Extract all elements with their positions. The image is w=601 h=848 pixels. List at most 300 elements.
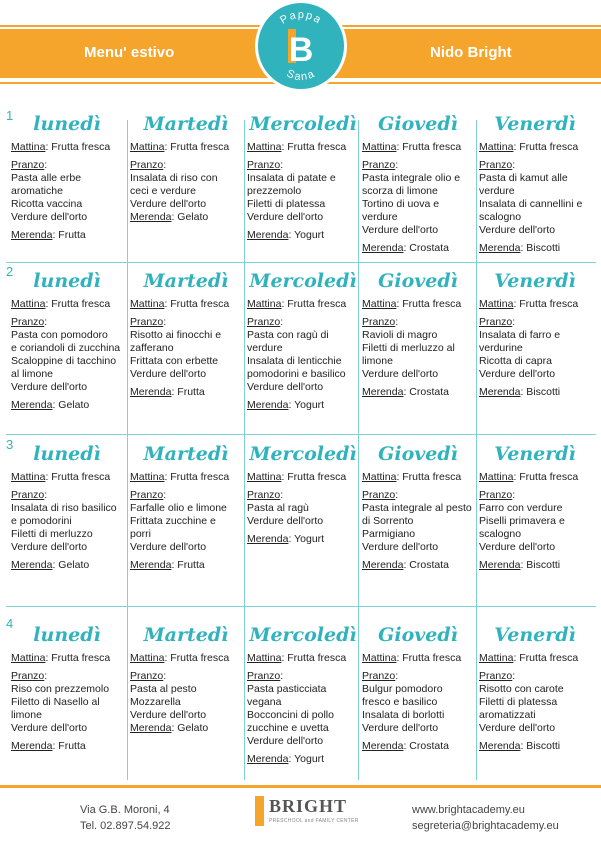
pranzo-item: scalogno — [479, 528, 522, 540]
pranzo-item: Filetto di Nasello al — [11, 696, 100, 708]
mattina-value: : Frutta fresca — [513, 652, 579, 664]
mattina-row — [11, 298, 123, 311]
day-label: Martedì — [143, 270, 229, 292]
pranzo-item: Verdure dell'orto — [11, 211, 88, 223]
menu-cell-week1-martedi — [130, 110, 242, 224]
pranzo-row: Pranzo: — [362, 316, 399, 328]
pranzo-item: Verdure dell'orto — [362, 722, 439, 734]
merenda-label: Merenda — [130, 722, 172, 734]
day-label: lunedì — [33, 443, 101, 465]
pranzo-item: zafferano — [130, 342, 174, 354]
merenda-value: : Frutta — [52, 229, 86, 241]
day-label: Mercoledì — [249, 113, 357, 135]
merenda-row — [130, 559, 242, 572]
pranzo-row: Pranzo: — [362, 670, 399, 682]
mattina-row — [247, 141, 359, 154]
pranzo-item: Verdure dell'orto — [247, 735, 324, 747]
menu-cell-week3-lunedi — [11, 440, 123, 572]
merenda-value: : Gelato — [171, 211, 209, 223]
pranzo-row: Pranzo: — [130, 489, 167, 501]
merenda-value: : Biscotti — [520, 242, 561, 254]
pranzo-label: Pranzo — [479, 670, 513, 682]
mattina-value: : Frutta fresca — [396, 652, 462, 664]
mattina-label: Mattina — [362, 141, 397, 153]
mattina-label: Mattina — [479, 471, 514, 483]
pranzo-item: Pasta di kamut alle — [479, 172, 568, 184]
bright-flag-icon — [255, 796, 264, 826]
mattina-value: : Frutta fresca — [45, 141, 111, 153]
pranzo-item: Verdure dell'orto — [247, 515, 324, 527]
pranzo-label: Pranzo — [362, 159, 396, 171]
merenda-label: Merenda — [247, 399, 289, 411]
pranzo-item: Riso con prezzemolo — [11, 683, 110, 695]
menu-cell-week4-giovedi — [362, 621, 474, 753]
menu-cell-week3-mercoledi — [247, 440, 359, 546]
merenda-label: Merenda — [130, 386, 172, 398]
pranzo-item: Verdure dell'orto — [130, 368, 207, 380]
mattina-row — [362, 141, 474, 154]
pranzo-row: Pranzo: — [479, 670, 516, 682]
pranzo-item: Filetti di merluzzo — [11, 528, 93, 540]
mattina-label: Mattina — [130, 652, 165, 664]
pranzo-item: Verdure dell'orto — [247, 381, 324, 393]
pranzo-item: limone — [362, 355, 393, 367]
merenda-value: : Frutta — [171, 386, 205, 398]
merenda-row — [362, 740, 474, 753]
pranzo-item: Verdure dell'orto — [130, 198, 207, 210]
pranzo-item: Insalata di riso basilico — [11, 502, 117, 514]
pranzo-label: Pranzo — [247, 159, 281, 171]
menu-title: Menu' estivo — [84, 44, 175, 61]
pranzo-label: Pranzo — [11, 489, 45, 501]
merenda-value: : Crostata — [403, 242, 449, 254]
mattina-label: Mattina — [11, 652, 46, 664]
menu-cell-week4-martedi — [130, 621, 242, 735]
bright-logo-subtitle: PRESCHOOL and FAMILY CENTER — [269, 818, 359, 824]
pranzo-label: Pranzo — [11, 316, 45, 328]
merenda-label: Merenda — [362, 559, 404, 571]
pranzo-item: Filetti di platessa — [247, 198, 326, 210]
pranzo-item: Filetti di merluzzo al — [362, 342, 455, 354]
pranzo-item: verdure — [479, 185, 515, 197]
pranzo-item: Verdure dell'orto — [11, 381, 88, 393]
week-number: 2 — [6, 264, 14, 279]
pranzo-label: Pranzo — [479, 316, 513, 328]
pranzo-label: Pranzo — [479, 159, 513, 171]
pranzo-item: Risotto con carote — [479, 683, 564, 695]
grid-vline — [127, 120, 128, 780]
mattina-row — [130, 298, 242, 311]
mattina-row — [247, 652, 359, 665]
mattina-value: : Frutta fresca — [164, 652, 230, 664]
mattina-row — [130, 141, 242, 154]
merenda-row — [130, 722, 242, 735]
mattina-label: Mattina — [362, 652, 397, 664]
mattina-row — [11, 652, 123, 665]
pranzo-item: aromatizzati — [479, 709, 536, 721]
pranzo-item: Insalata di patate e — [247, 172, 336, 184]
mattina-row — [479, 141, 591, 154]
merenda-value: : Yogurt — [288, 753, 325, 765]
mattina-value: : Frutta fresca — [281, 652, 347, 664]
merenda-value: : Biscotti — [520, 559, 561, 571]
pranzo-item: Piselli primavera e — [479, 515, 565, 527]
pranzo-item: Verdure dell'orto — [130, 709, 207, 721]
pranzo-row: Pranzo: — [11, 670, 48, 682]
merenda-row — [130, 211, 242, 224]
merenda-label: Merenda — [11, 399, 53, 411]
day-label: Mercoledì — [249, 624, 357, 646]
merenda-row — [362, 559, 474, 572]
footer-contact-right — [412, 802, 559, 834]
merenda-value: : Yogurt — [288, 229, 325, 241]
day-label: Martedì — [143, 113, 229, 135]
bright-logo-word: BRIGHT — [269, 796, 348, 816]
pranzo-item: pomodorini e basilico — [247, 368, 346, 380]
mattina-row — [479, 298, 591, 311]
grid-hline — [6, 606, 596, 607]
pranzo-item: Pasta alle erbe — [11, 172, 82, 184]
day-label: Giovedì — [378, 270, 458, 292]
merenda-value: : Biscotti — [520, 386, 561, 398]
mattina-value: : Frutta fresca — [281, 141, 347, 153]
grid-hline — [6, 434, 596, 435]
mattina-row — [130, 652, 242, 665]
day-label: Giovedì — [378, 624, 458, 646]
pranzo-item: Insalata di riso con — [130, 172, 218, 184]
mattina-row — [362, 471, 474, 484]
pranzo-item: Pasta pasticciata — [247, 683, 327, 695]
mattina-label: Mattina — [130, 141, 165, 153]
menu-cell-week1-giovedi — [362, 110, 474, 255]
week-number: 1 — [6, 108, 14, 123]
pranzo-item: prezzemolo — [247, 185, 302, 197]
pranzo-label: Pranzo — [362, 316, 396, 328]
menu-cell-week4-mercoledi — [247, 621, 359, 766]
footer-contact-left — [80, 802, 171, 834]
merenda-label: Merenda — [247, 229, 289, 241]
pranzo-item: Pasta integrale olio e — [362, 172, 461, 184]
day-label: Mercoledì — [249, 443, 357, 465]
menu-cell-week3-martedi — [130, 440, 242, 572]
bright-logo — [255, 796, 365, 840]
merenda-label: Merenda — [11, 740, 53, 752]
merenda-row — [247, 753, 359, 766]
merenda-value: : Crostata — [403, 559, 449, 571]
mattina-row — [130, 471, 242, 484]
menu-cell-week2-lunedi — [11, 267, 123, 412]
pranzo-item: e coriandoli di zucchina — [11, 342, 121, 354]
mattina-label: Mattina — [11, 298, 46, 310]
pranzo-item: Verdure dell'orto — [362, 541, 439, 553]
pranzo-item: Insalata di farro e — [479, 329, 561, 341]
menu-cell-week2-giovedi — [362, 267, 474, 399]
pranzo-item: di Sorrento — [362, 515, 414, 527]
mattina-value: : Frutta fresca — [164, 141, 230, 153]
mattina-value: : Frutta fresca — [513, 471, 579, 483]
pranzo-row: Pranzo: — [247, 670, 284, 682]
pranzo-row: Pranzo: — [247, 159, 284, 171]
pranzo-item: Verdure dell'orto — [479, 722, 556, 734]
merenda-row — [362, 386, 474, 399]
mattina-value: : Frutta fresca — [396, 471, 462, 483]
mattina-row — [479, 652, 591, 665]
pranzo-row: Pranzo: — [479, 489, 516, 501]
merenda-value: : Biscotti — [520, 740, 561, 752]
menu-cell-week2-martedi — [130, 267, 242, 399]
pranzo-item: Scaloppine di tacchino — [11, 355, 117, 367]
menu-cell-week4-venerdi — [479, 621, 591, 753]
pappa-sana-logo-graphic — [258, 3, 344, 89]
menu-cell-week1-venerdi — [479, 110, 591, 255]
pranzo-label: Pranzo — [130, 489, 164, 501]
mattina-label: Mattina — [247, 471, 282, 483]
merenda-label: Merenda — [362, 740, 404, 752]
pranzo-row: Pranzo: — [11, 316, 48, 328]
mattina-value: : Frutta fresca — [281, 471, 347, 483]
svg-text:Sana — [285, 68, 318, 84]
pranzo-item: Verdure dell'orto — [479, 224, 556, 236]
day-label: Martedì — [143, 443, 229, 465]
merenda-label: Merenda — [11, 229, 53, 241]
day-label: Mercoledì — [249, 270, 357, 292]
pranzo-row: Pranzo: — [11, 489, 48, 501]
pranzo-label: Pranzo — [362, 489, 396, 501]
menu-cell-week2-venerdi — [479, 267, 591, 399]
pranzo-item: al limone — [11, 368, 54, 380]
grid-vline — [244, 120, 245, 780]
day-label: Venerdì — [494, 624, 576, 646]
pranzo-row: Pranzo: — [130, 670, 167, 682]
pranzo-item: Verdure dell'orto — [479, 368, 556, 380]
mattina-value: : Frutta fresca — [396, 141, 462, 153]
merenda-value: : Gelato — [52, 399, 90, 411]
pranzo-item: porri — [130, 528, 152, 540]
pranzo-item: scalogno — [479, 211, 522, 223]
mattina-label: Mattina — [479, 298, 514, 310]
pranzo-row: Pranzo: — [362, 159, 399, 171]
mattina-label: Mattina — [362, 298, 397, 310]
mattina-label: Mattina — [247, 652, 282, 664]
merenda-label: Merenda — [362, 386, 404, 398]
pranzo-item: Verdure dell'orto — [479, 541, 556, 553]
week-number: 4 — [6, 616, 14, 631]
pranzo-item: Pasta con ragù di — [247, 329, 329, 341]
pranzo-item: Filetti di platessa — [479, 696, 558, 708]
merenda-row — [479, 559, 591, 572]
menu-cell-week4-lunedi — [11, 621, 123, 753]
pranzo-label: Pranzo — [247, 316, 281, 328]
merenda-label: Merenda — [130, 211, 172, 223]
merenda-row — [247, 533, 359, 546]
merenda-label: Merenda — [11, 559, 53, 571]
pranzo-item: Insalata di borlotti — [362, 709, 445, 721]
merenda-label: Merenda — [479, 242, 521, 254]
pranzo-item: Verdure dell'orto — [11, 722, 88, 734]
day-label: Martedì — [143, 624, 229, 646]
merenda-row — [11, 399, 123, 412]
mattina-label: Mattina — [130, 471, 165, 483]
logo-bottom-text: Sana — [284, 67, 318, 84]
mattina-label: Mattina — [362, 471, 397, 483]
day-label: Giovedì — [378, 113, 458, 135]
pranzo-item: Bocconcini di pollo — [247, 709, 334, 721]
pranzo-item: Pasta integrale al pesto — [362, 502, 472, 514]
pranzo-item: Bulgur pomodoro — [362, 683, 443, 695]
mattina-label: Mattina — [11, 141, 46, 153]
mattina-row — [362, 298, 474, 311]
day-label: lunedì — [33, 270, 101, 292]
mattina-value: : Frutta fresca — [45, 471, 111, 483]
pranzo-item: Farro con verdure — [479, 502, 563, 514]
mattina-value: : Frutta fresca — [513, 298, 579, 310]
pranzo-label: Pranzo — [130, 316, 164, 328]
merenda-label: Merenda — [247, 533, 289, 545]
pranzo-row: Pranzo: — [130, 159, 167, 171]
merenda-value: : Yogurt — [288, 399, 325, 411]
pranzo-row: Pranzo: — [247, 489, 284, 501]
pranzo-label: Pranzo — [11, 159, 45, 171]
pranzo-item: Pasta con pomodoro — [11, 329, 108, 341]
mattina-row — [247, 471, 359, 484]
pranzo-label: Pranzo — [247, 489, 281, 501]
pranzo-item: vegana — [247, 696, 282, 708]
mattina-label: Mattina — [11, 471, 46, 483]
merenda-row — [11, 740, 123, 753]
pranzo-item: Ricotta vaccina — [11, 198, 83, 210]
logo-top-text: Pappa — [278, 8, 325, 27]
grid-hline — [6, 262, 596, 263]
pranzo-item: limone — [11, 709, 42, 721]
merenda-row — [11, 229, 123, 242]
pranzo-item: Pasta al ragù — [247, 502, 309, 514]
pranzo-item: Mozzarella — [130, 696, 181, 708]
menu-cell-week2-mercoledi — [247, 267, 359, 412]
mattina-row — [362, 652, 474, 665]
pranzo-item: Insalata di lenticchie — [247, 355, 342, 367]
pranzo-label: Pranzo — [130, 670, 164, 682]
day-label: Venerdì — [494, 270, 576, 292]
pranzo-item: Verdure dell'orto — [362, 368, 439, 380]
merenda-row — [479, 242, 591, 255]
merenda-row — [11, 559, 123, 572]
merenda-row — [479, 386, 591, 399]
day-label: lunedì — [33, 113, 101, 135]
merenda-row — [247, 229, 359, 242]
pranzo-item: verdure — [247, 342, 283, 354]
pranzo-item: fresco e basilico — [362, 696, 438, 708]
pranzo-row: Pranzo: — [479, 159, 516, 171]
grid-vline — [476, 120, 477, 780]
week-number: 3 — [6, 437, 14, 452]
merenda-label: Merenda — [479, 559, 521, 571]
pranzo-item: Risotto ai finocchi e — [130, 329, 222, 341]
pranzo-item: Insalata di cannellini e — [479, 198, 583, 210]
day-label: Giovedì — [378, 443, 458, 465]
pranzo-item: scorza di limone — [362, 185, 438, 197]
svg-text:Pappa — [278, 9, 324, 27]
pranzo-item: Verdure dell'orto — [362, 224, 439, 236]
mattina-value: : Frutta fresca — [164, 471, 230, 483]
merenda-row — [247, 399, 359, 412]
merenda-value: : Crostata — [403, 386, 449, 398]
footer-phone: Tel. 02.897.54.922 — [80, 820, 171, 832]
mattina-value: : Frutta fresca — [45, 652, 111, 664]
menu-cell-week3-venerdi — [479, 440, 591, 572]
mattina-label: Mattina — [479, 141, 514, 153]
footer-website[interactable]: www.brightacademy.eu — [412, 804, 525, 816]
pranzo-item: verdure — [362, 211, 398, 223]
pranzo-item: ceci e verdure — [130, 185, 196, 197]
pranzo-item: Ricotta di capra — [479, 355, 552, 367]
pranzo-row: Pranzo: — [130, 316, 167, 328]
pranzo-item: zucchine e uvetta — [247, 722, 329, 734]
merenda-label: Merenda — [479, 386, 521, 398]
mattina-label: Mattina — [247, 141, 282, 153]
merenda-label: Merenda — [130, 559, 172, 571]
merenda-label: Merenda — [362, 242, 404, 254]
day-label: Venerdì — [494, 113, 576, 135]
pranzo-item: Verdure dell'orto — [247, 211, 324, 223]
mattina-row — [11, 141, 123, 154]
school-name: Nido Bright — [430, 44, 512, 61]
mattina-value: : Frutta fresca — [396, 298, 462, 310]
pranzo-row: Pranzo: — [247, 316, 284, 328]
merenda-row — [479, 740, 591, 753]
mattina-label: Mattina — [247, 298, 282, 310]
merenda-label: Merenda — [247, 753, 289, 765]
pranzo-label: Pranzo — [479, 489, 513, 501]
merenda-value: : Crostata — [403, 740, 449, 752]
day-label: Venerdì — [494, 443, 576, 465]
merenda-value: : Yogurt — [288, 533, 325, 545]
logo-letter: B — [288, 31, 314, 69]
pranzo-row: Pranzo: — [11, 159, 48, 171]
pranzo-item: Farfalle olio e limone — [130, 502, 227, 514]
merenda-value: : Frutta — [52, 740, 86, 752]
pranzo-label: Pranzo — [247, 670, 281, 682]
mattina-value: : Frutta fresca — [513, 141, 579, 153]
menu-cell-week3-giovedi — [362, 440, 474, 572]
pranzo-item: Frittata zucchine e — [130, 515, 216, 527]
pranzo-item: Verdure dell'orto — [130, 541, 207, 553]
pranzo-item: verdurine — [479, 342, 523, 354]
mattina-row — [247, 298, 359, 311]
mattina-value: : Frutta fresca — [281, 298, 347, 310]
mattina-value: : Frutta fresca — [164, 298, 230, 310]
day-label: lunedì — [33, 624, 101, 646]
footer-address: Via G.B. Moroni, 4 — [80, 804, 170, 816]
pranzo-item: Tortino di uova e — [362, 198, 440, 210]
pranzo-label: Pranzo — [11, 670, 45, 682]
menu-cell-week1-lunedi — [11, 110, 123, 242]
footer-email[interactable]: segreteria@brightacademy.eu — [412, 820, 559, 832]
menu-cell-week1-mercoledi — [247, 110, 359, 242]
mattina-value: : Frutta fresca — [45, 298, 111, 310]
merenda-value: : Gelato — [171, 722, 209, 734]
pranzo-item: Frittata con erbette — [130, 355, 219, 367]
pranzo-item: Verdure dell'orto — [11, 541, 88, 553]
pranzo-row: Pranzo: — [479, 316, 516, 328]
pranzo-label: Pranzo — [362, 670, 396, 682]
pranzo-item: Pasta al pesto — [130, 683, 197, 695]
merenda-row — [362, 242, 474, 255]
pappa-sana-logo — [255, 0, 347, 92]
pranzo-row: Pranzo: — [362, 489, 399, 501]
pranzo-item: aromatiche — [11, 185, 63, 197]
pranzo-item: e pomodorini — [11, 515, 72, 527]
merenda-value: : Frutta — [171, 559, 205, 571]
